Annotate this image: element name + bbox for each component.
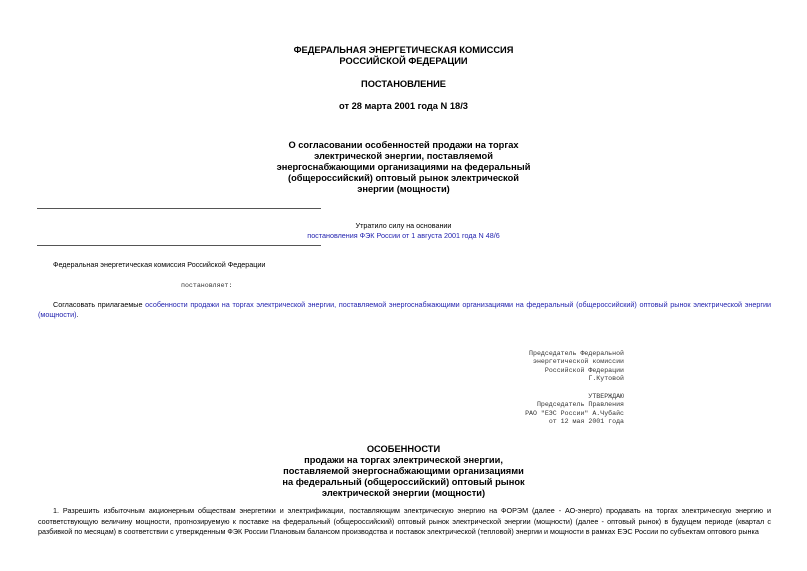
- divider-bottom: [37, 245, 321, 246]
- doc-date-number: от 28 марта 2001 года N 18/3: [339, 101, 468, 111]
- doc-title-line: энергии (мощности): [357, 184, 450, 194]
- doc-type: ПОСТАНОВЛЕНИЕ: [361, 79, 446, 89]
- features-subtitle-line: электрической энергии (мощности): [321, 488, 486, 498]
- org-name-line2: РОССИЙСКОЙ ФЕДЕРАЦИИ: [339, 56, 468, 66]
- agree-suffix: .: [76, 310, 79, 319]
- signature-line: энергетической комиссии: [532, 358, 624, 366]
- intro-text: Федеральная энергетическая комиссия Российской Федерации: [53, 260, 266, 269]
- doc-title-line: (общероссийский) оптовый рынок электрической: [288, 173, 519, 183]
- features-paragraph-1: 1. Разрешить избыточным акционерным обществам энергетики и электрификации, поставляющим электрическую энергию на ФОРЭМ (далее - АО-энерго) продавать на торгах электрическую энергию и соответствующую величину мощности, прогнозируемую к поставке на федеральный (общероссийский) оптовый рынок электрической энергии (мощности) (далее - оптовый рынок) в будущем периоде (квартал с разбивкой по месяцам) в соответствии с утвержденным ФЭК России Плановым балансом производства и поставок электрической (тепловой) энергии и мощности в рамках ЕЭС России по субъектам оптового рынка: [38, 506, 771, 537]
- status-text: Утратило силу на основании: [355, 221, 452, 230]
- approval-line: РАО "ЕЭС России" А.Чубайс: [525, 409, 624, 417]
- approval-line: от 12 мая 2001 года: [548, 418, 624, 426]
- doc-title-line: О согласовании особенностей продажи на торгах: [288, 140, 519, 150]
- approval-line: Председатель Правления: [536, 401, 624, 409]
- org-name-line1: ФЕДЕРАЛЬНАЯ ЭНЕРГЕТИЧЕСКАЯ КОМИССИЯ: [293, 45, 514, 55]
- approval-line: УТВЕРЖДАЮ: [588, 393, 624, 400]
- agree-prefix: Согласовать прилагаемые: [53, 300, 146, 309]
- features-subtitle-line: поставляемой энергоснабжающими организациями: [283, 466, 524, 476]
- signature-line: Председатель Федеральной: [529, 350, 624, 357]
- agree-paragraph: [38, 300, 771, 320]
- signature-block: [529, 350, 624, 384]
- features-title: ОСОБЕННОСТИ: [366, 444, 441, 454]
- divider-top: [37, 208, 321, 209]
- agree-link[interactable]: особенности продажи на торгах электрической энергии, поставляемой энергоснабжающими организациями на федеральный (общероссийский) оптовый рынок электрической энергии (мощности): [38, 300, 771, 319]
- doc-title-line: энергоснабжающими организациями на федеральный: [276, 162, 531, 172]
- signature-line: Г.Кутовой: [588, 375, 624, 383]
- doc-title-line: электрической энергии, поставляемой: [314, 151, 493, 161]
- features-subtitle-line: продажи на торгах электрической энергии,: [304, 455, 503, 465]
- approval-block: [525, 393, 624, 427]
- status-link[interactable]: постановления ФЭК России от 1 августа 2001 года N 48/6: [307, 231, 500, 240]
- features-subtitle-line: на федеральный (общероссийский) оптовый рынок: [282, 477, 525, 487]
- decree-text: постановляет:: [181, 282, 233, 289]
- signature-line: Российской Федерации: [544, 366, 624, 374]
